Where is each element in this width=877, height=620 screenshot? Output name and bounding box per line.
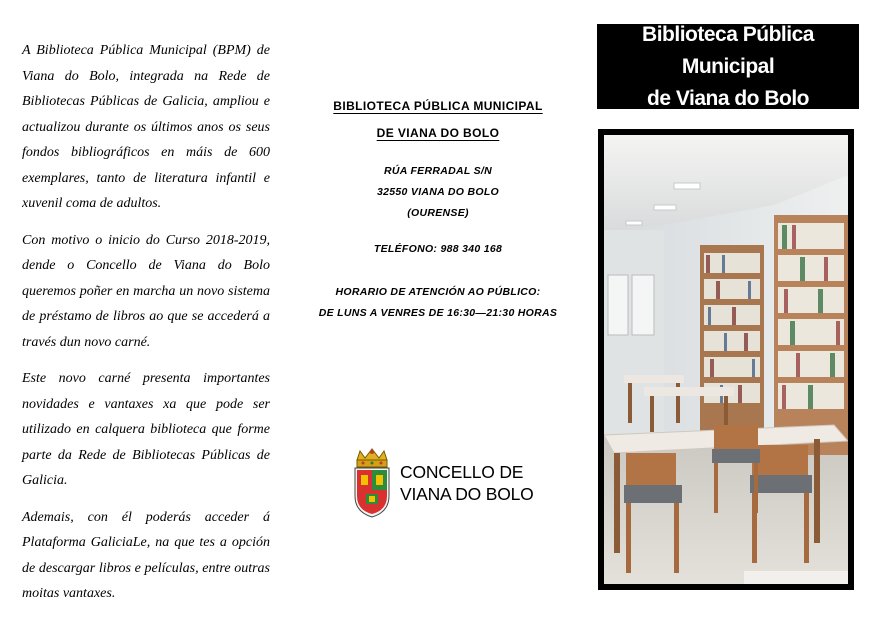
library-title-line1: BIBLIOTECA PÚBLICA MUNICIPAL <box>333 99 543 113</box>
opening-hours <box>300 282 576 324</box>
address-street: RÚA FERRADAL S/N <box>383 165 493 177</box>
council-name <box>400 461 534 505</box>
intro-paragraph: A Biblioteca Pública Municipal (BPM) de Viana do Bolo, integrada na Rede de Bibliotecas Públicas de Galicia, ampliou e actualizou durante os últimos anos os seus fondos bibliográficos en máis de 600 exemplares, tanto de literatura infantil e xuvenil coma de adultos. <box>22 43 270 211</box>
address-province: (OURENSE) <box>407 207 469 219</box>
library-interior-photo <box>604 135 848 584</box>
platform-paragraph: Ademais, con él poderás acceder á Plataforma GaliciaLe, na que tes a opción de descargar libros e películas, entre outras moitas vantaxes. <box>22 509 270 601</box>
hours-label: HORARIO DE ATENCIÓN AO PÚBLICO: <box>335 286 541 298</box>
right-panel <box>597 0 859 620</box>
motive-paragraph: Con motivo o inicio do Curso 2018-2019, dende o Concello de Viana do Bolo queremos poñer en marcha un novo sistema de préstamo de libros ao que se accederá a través dun novo carné. <box>22 232 270 350</box>
cover-title <box>597 24 859 109</box>
address-city: 32550 VIANA DO BOLO <box>376 186 499 198</box>
council-logo <box>352 448 534 518</box>
coat-of-arms-icon <box>352 448 392 518</box>
library-photo-frame <box>598 129 854 590</box>
phone-number: TELÉFONO: 988 340 168 <box>373 243 503 255</box>
card-paragraph: Este novo carné presenta importantes novidades e vantaxes xa que pode ser utilizado en calquera biblioteca que forme parte da Rede de Bibliotecas Públicas de Galicia. <box>22 371 270 488</box>
library-title-line2: DE VIANA DO BOLO <box>376 126 500 140</box>
cover-title-line2: de Viana do Bolo <box>647 86 809 110</box>
council-name-line1: CONCELLO DE <box>400 462 524 482</box>
cover-title-line1: Biblioteca Pública Municipal <box>642 22 814 78</box>
hours-value: DE LUNS A VENRES DE 16:30—21:30 HORAS <box>318 307 558 319</box>
address <box>300 161 576 224</box>
middle-panel <box>300 0 576 620</box>
left-panel <box>22 0 270 620</box>
council-name-line2: VIANA DO BOLO <box>400 484 534 504</box>
